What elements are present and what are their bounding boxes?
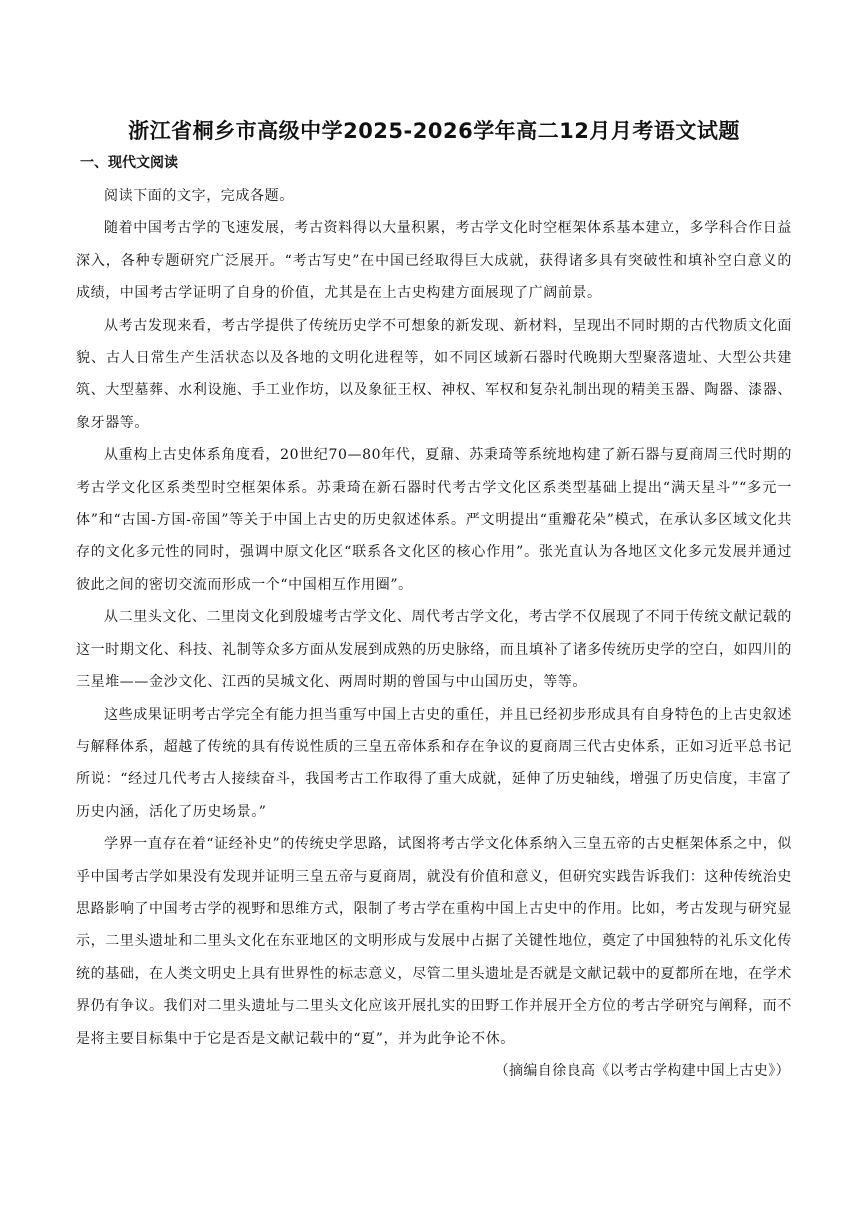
reading-instruction: 阅读下面的文字，完成各题。 [104,188,294,204]
paragraph-6: 学界一直存在着“证经补史”的传统史学思路，试图将考古学文化体系纳入三皇五帝的古史框架体系之中，似乎中国考古学如果没有发现并证明三皇五帝与夏商周，就没有价值和意义，但研究实践告诉我们：这种传统治史思路影响了中国考古学的视野和思维方式，限制了考古学在重构中国上古史中的作用。比如，考古发现与研究显示，二里头遗址和二里头文化在东亚地区的文明形成与发展中占据了关键性地位，奠定了中国独特的礼乐文化传统的基础，在人类文明史上具有世界性的标志意义，尽管二里头遗址是否就是文献记载中的夏都所在地，在学术界仍有争议。我们对二里头遗址与二里头文化应该开展扎实的田野工作并展开全方位的考古学研究与阐释，而不是将主要目标集中于它是否是文献记载中的“夏”，并为此争论不休。 [76,836,792,1047]
section-heading: 一、现代文阅读 [80,155,178,171]
source-citation: （摘编自徐良高《以考古学构建中国上古史》） [494,1062,790,1079]
paragraph-2: 从考古发现来看，考古学提供了传统历史学不可想象的新发现、新材料，呈现出不同时期的古代物质文化面貌、古人日常生产生活状态以及各地的文明化进程等，如不同区域新石器时代晚期大型聚落遗址、大型公共建筑、大型墓葬、水利设施、手工业作坊，以及象征王权、神权、军权和复杂礼制出现的精美玉器、陶器、漆器、象牙器等。 [76,317,792,431]
exam-title: 浙江省桐乡市高级中学2025-2026学年高二12月月考语文试题 [128,119,740,143]
paragraph-5: 这些成果证明考古学完全有能力担当重写中国上古史的重任，并且已经初步形成具有自身特色的上古史叙述与解释体系，超越了传统的具有传说性质的三皇五帝体系和存在争议的夏商周三代古史体系，正如习近平总书记所说：“经过几代考古人接续奋斗，我国考古工作取得了重大成就，延伸了历史轴线，增强了历史信度，丰富了历史内涵，活化了历史场景。” [76,706,792,820]
paragraph-1: 随着中国考古学的飞速发展，考古资料得以大量积累，考古学文化时空框架体系基本建立，多学科合作日益深入，各种专题研究广泛展开。“考古写史”在中国已经取得巨大成就，获得诸多具有突破性和填补空白意义的成绩，中国考古学证明了自身的价值，尤其是在上古史构建方面展现了广阔前景。 [76,220,792,302]
paragraph-3: 从重构上古史体系角度看，20世纪70—80年代，夏鼐、苏秉琦等系统地构建了新石器与夏商周三代时期的考古学文化区系类型时空框架体系。苏秉琦在新石器时代考古学文化区系类型基础上提出“满天星斗”“多元一体”和“古国-方国-帝国”等关于中国上古史的历史叙述体系。严文明提出“重瓣花朵”模式，在承认多区域文化共存的文化多元性的同时，强调中原文化区“联系各文化区的核心作用”。张光直认为各地区文化多元发展并通过彼此之间的密切交流而形成一个“中国相互作用圈”。 [76,447,792,593]
paragraph-4: 从二里头文化、二里岗文化到殷墟考古学文化、周代考古学文化，考古学不仅展现了不同于传统文献记载的这一时期文化、科技、礼制等众多方面从发展到成熟的历史脉络，而且填补了诸多传统历史学的空白，如四川的三星堆——金沙文化、江西的吴城文化、两周时期的曾国与中山国历史，等等。 [76,609,792,691]
